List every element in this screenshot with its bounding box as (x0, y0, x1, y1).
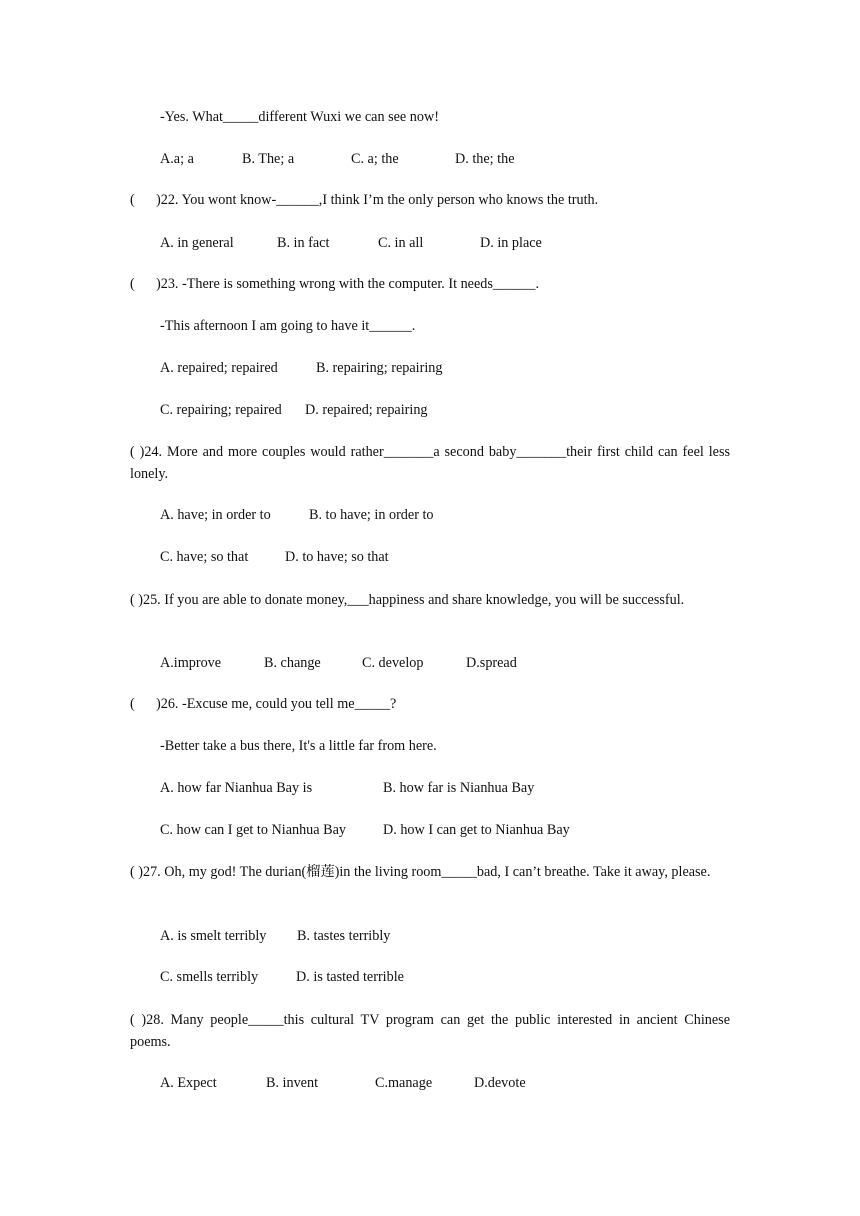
q28-stem: ( )28. Many people_____this cultural TV program can get the public interested in ancient Chinese poems. (130, 1012, 730, 1050)
q27-option-c: C. smells terribly (160, 969, 259, 985)
q25-option-d: D.spread (466, 655, 517, 671)
q27-stem: ( )27. Oh, my god! The durian(榴莲)in the living room_____bad, I can’t breathe. Take it away, please. (130, 864, 711, 880)
q23-option-a: A. repaired; repaired (160, 360, 278, 376)
q24-stem: ( )24. More and more couples would rather_______a second baby_______their first child can feel less lonely. (130, 444, 730, 482)
q27-option-a: A. is smelt terribly (160, 928, 267, 944)
q25-option-c: C. develop (362, 655, 424, 671)
q27-option-d: D. is tasted terrible (296, 969, 404, 985)
q23-stem: ( )23. -There is something wrong with the computer. It needs______. (130, 276, 539, 292)
q22-option-c: C. in all (378, 235, 424, 251)
q25-option-a: A.improve (160, 655, 222, 671)
q26-option-b: B. how far is Nianhua Bay (383, 780, 535, 796)
q26-option-d: D. how I can get to Nianhua Bay (383, 822, 570, 838)
q28-option-b: B. invent (266, 1075, 319, 1091)
q23-dialogue-line: -This afternoon I am going to have it______. (160, 318, 416, 334)
q21-option-d: D. the; the (455, 151, 515, 167)
q24-option-c: C. have; so that (160, 549, 249, 565)
q25-option-b: B. change (264, 655, 321, 671)
q26-stem: ( )26. -Excuse me, could you tell me_____? (130, 696, 397, 712)
q24-option-a: A. have; in order to (160, 507, 271, 523)
q24-option-d: D. to have; so that (285, 549, 389, 565)
q28-option-a: A. Expect (160, 1075, 217, 1091)
q27-option-b: B. tastes terribly (297, 928, 391, 944)
q28-option-c: C.manage (375, 1075, 433, 1091)
q23-option-b: B. repairing; repairing (316, 360, 443, 376)
q28-option-d: D.devote (474, 1075, 526, 1091)
q22-stem: ( )22. You wont know-______,I think I’m the only person who knows the truth. (130, 192, 599, 208)
q24-option-b: B. to have; in order to (309, 507, 434, 523)
q22-option-a: A. in general (160, 235, 234, 251)
q22-option-b: B. in fact (277, 235, 330, 251)
q23-option-d: D. repaired; repairing (305, 402, 428, 418)
q22-option-d: D. in place (480, 235, 542, 251)
q21-dialogue-line: -Yes. What_____different Wuxi we can see now! (160, 109, 439, 125)
q26-option-c: C. how can I get to Nianhua Bay (160, 822, 346, 838)
q21-option-c: C. a; the (351, 151, 399, 167)
q26-option-a: A. how far Nianhua Bay is (160, 780, 313, 796)
q23-option-c: C. repairing; repaired (160, 402, 282, 418)
q26-dialogue-line: -Better take a bus there, It's a little far from here. (160, 738, 437, 754)
q25-stem: ( )25. If you are able to donate money,___happiness and share knowledge, you will be successful. (130, 592, 685, 608)
q21-option-b: B. The; a (242, 151, 295, 167)
q21-option-a: A.a; a (160, 151, 194, 167)
